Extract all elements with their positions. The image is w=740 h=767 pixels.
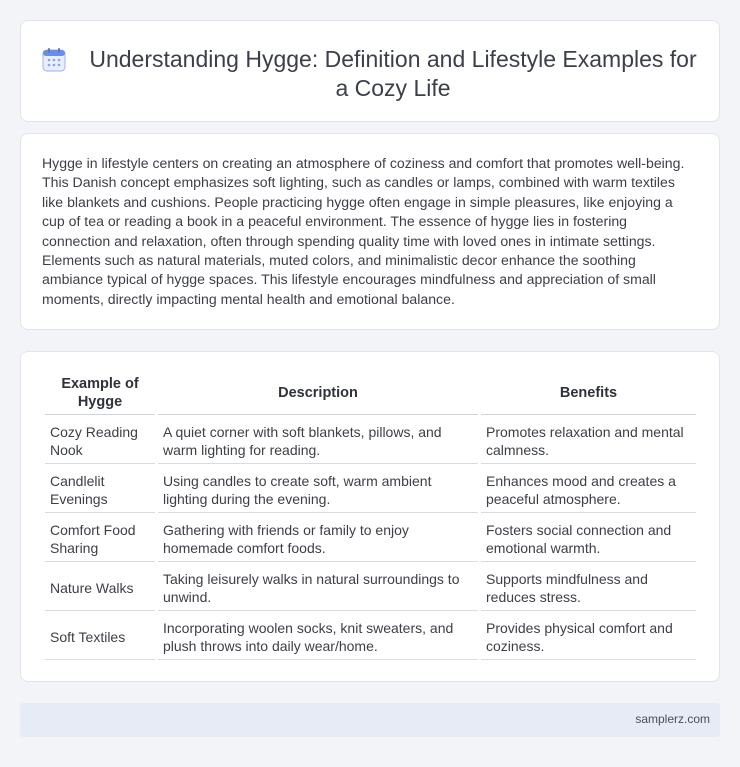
table-row <box>45 513 696 562</box>
table-header-row <box>45 372 696 415</box>
page-title: Understanding Hygge: Definition and Lifestyle Examples for a Cozy Life <box>89 46 697 101</box>
table-row <box>45 611 696 660</box>
cell-example: Candlelit Evenings <box>45 464 155 513</box>
cell-description: Incorporating woolen socks, knit sweaters, and plush throws into daily wear/home. <box>158 611 478 660</box>
table-row <box>45 562 696 611</box>
cell-example: Nature Walks <box>45 562 155 611</box>
header-description: Description <box>158 372 478 415</box>
cell-benefits: Provides physical comfort and coziness. <box>481 611 696 660</box>
cell-example: Cozy Reading Nook <box>45 415 155 464</box>
table-row <box>45 415 696 464</box>
table-row <box>45 464 696 513</box>
intro-card <box>20 133 720 330</box>
footer-bar <box>20 703 720 737</box>
cell-benefits: Fosters social connection and emotional warmth. <box>481 513 696 562</box>
title-card <box>20 20 720 122</box>
header-example: Example of Hygge <box>45 372 155 415</box>
table-card <box>20 351 720 682</box>
cell-benefits: Enhances mood and creates a peaceful atmosphere. <box>481 464 696 513</box>
calendar-icon <box>41 47 67 73</box>
footer-site-link[interactable]: samplerz.com <box>635 712 710 726</box>
cell-benefits: Promotes relaxation and mental calmness. <box>481 415 696 464</box>
title-row <box>21 21 719 103</box>
hygge-table <box>42 372 699 660</box>
header-benefits: Benefits <box>481 372 696 415</box>
cell-benefits: Supports mindfulness and reduces stress. <box>481 562 696 611</box>
cell-description: A quiet corner with soft blankets, pillows, and warm lighting for reading. <box>158 415 478 464</box>
intro-paragraph: Hygge in lifestyle centers on creating an atmosphere of coziness and comfort that promotes well-being. This Danish concept emphasizes soft lighting, such as candles or lamps, combined with warm textiles like blankets and cushions. People practicing hygge often engage in simple pleasures, like enjoying a cup of tea or reading a book in a peaceful environment. The essence of hygge lies in fostering connection and relaxation, often through spending quality time with loved ones in intimate settings. Elements such as natural materials, muted colors, and minimalistic decor enhance the soothing ambiance typical of hygge spaces. This lifestyle encourages mindfulness and appreciation of small moments, directly impacting mental health and emotional balance. <box>42 155 685 307</box>
cell-example: Soft Textiles <box>45 611 155 660</box>
cell-description: Taking leisurely walks in natural surroundings to unwind. <box>158 562 478 611</box>
cell-description: Gathering with friends or family to enjoy homemade comfort foods. <box>158 513 478 562</box>
cell-example: Comfort Food Sharing <box>45 513 155 562</box>
cell-description: Using candles to create soft, warm ambient lighting during the evening. <box>158 464 478 513</box>
